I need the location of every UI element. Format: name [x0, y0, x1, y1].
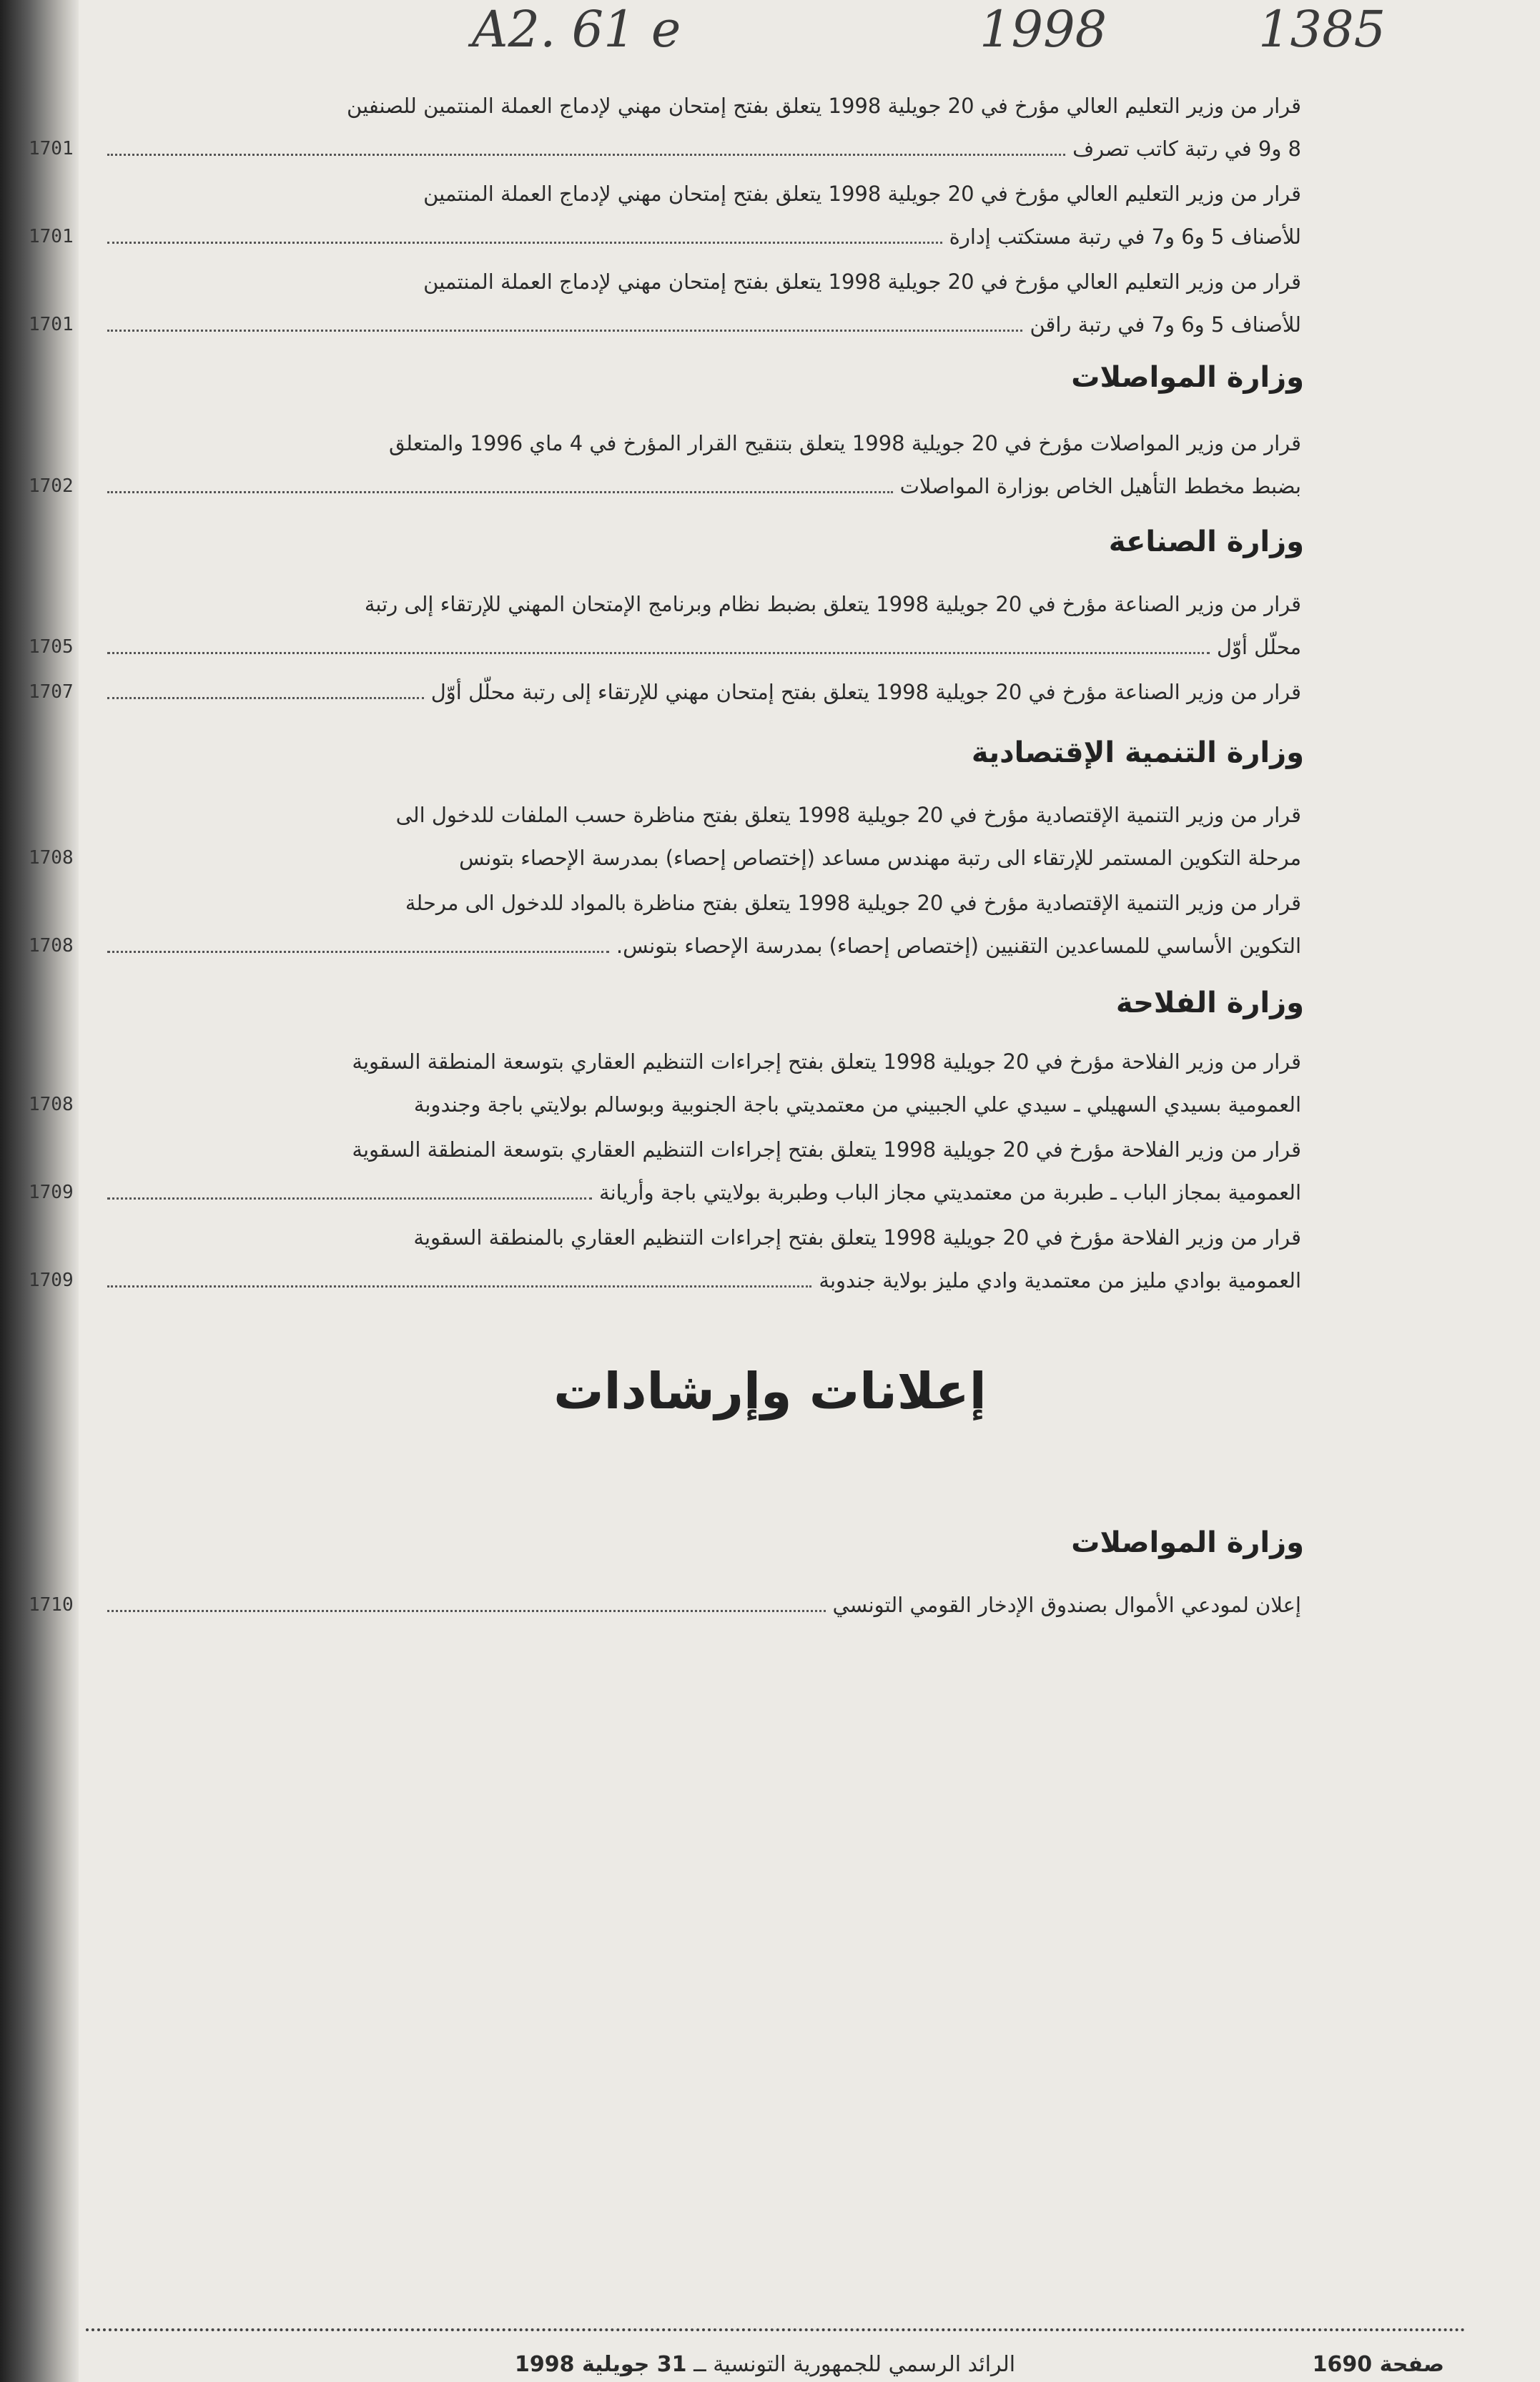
toc-entry-text: قرار من وزير التعليم العالي مؤرخ في 20 جويلية 1998 يتعلق بفتح إمتحان مهني لإدماج العملة المنتمين: [423, 270, 1301, 294]
page-footer: [100, 2352, 1444, 2381]
ministry-heading: وزارة الصناعة: [1108, 525, 1304, 558]
toc-entry-text-cont: العمومية بوادي مليز من معتمدية وادي مليز بولاية جندوبة: [819, 1268, 1301, 1293]
toc-entry-text: قرار من وزير الصناعة مؤرخ في 20 جويلية 1998 يتعلق بضبط نظام وبرنامج الإمتحان المهني للإرتقاء إلى رتبة: [364, 592, 1301, 616]
page-number: 1701: [29, 314, 74, 335]
ministry-heading: وزارة المواصلات: [1071, 1526, 1304, 1559]
toc-entry-text: قرار من وزير الفلاحة مؤرخ في 20 جويلية 1998 يتعلق بفتح إجراءات التنظيم العقاري بتوسعة المنطقة السقوية: [352, 1049, 1301, 1074]
page-number: 1710: [29, 1594, 74, 1616]
footer-rule: [86, 2328, 1466, 2331]
toc-entry-text: قرار من وزير الفلاحة مؤرخ في 20 جويلية 1998 يتعلق بفتح إجراءات التنظيم العقاري بتوسعة المنطقة السقوية: [352, 1137, 1301, 1162]
ministry-heading: وزارة التنمية الإقتصادية: [971, 736, 1304, 769]
footer-journal-name: الرائد الرسمي للجمهورية التونسية ــ: [694, 2352, 1016, 2377]
toc-entry-text-cont: التكوين الأساسي للمساعدين التقنيين (إختصاص إحصاء) بمدرسة الإحصاء بتونس.: [616, 934, 1301, 958]
toc-entry[interactable]: [29, 671, 1301, 713]
page-number: 1709: [29, 1182, 74, 1203]
toc-entry[interactable]: [29, 84, 1301, 170]
toc-entry[interactable]: [29, 172, 1301, 258]
handwritten-year: 1998: [979, 0, 1107, 59]
toc-entry[interactable]: [29, 583, 1301, 668]
page-number: 1701: [29, 226, 74, 247]
toc-entry[interactable]: [29, 1216, 1301, 1302]
toc-entry-text: قرار من وزير التنمية الإقتصادية مؤرخ في 20 جويلية 1998 يتعلق بفتح مناظرة حسب الملفات للدخول الى: [395, 803, 1301, 827]
toc-entry[interactable]: [29, 1040, 1301, 1126]
toc-entry-text: قرار من وزير الصناعة مؤرخ في 20 جويلية 1998 يتعلق بفتح إمتحان مهني للإرتقاء إلى رتبة محلّل أوّل: [430, 680, 1301, 704]
toc-entry-text-cont: بضبط مخطط التأهيل الخاص بوزارة المواصلات: [899, 474, 1301, 498]
footer-page-number: صفحة 1690: [1312, 2352, 1444, 2377]
footer-date: 31 جويلية 1998: [515, 2352, 687, 2377]
page-number: 1709: [29, 1270, 74, 1291]
toc-entry-text-cont: 8 و9 في رتبة كاتب تصرف: [1072, 137, 1301, 161]
page-number: 1701: [29, 138, 74, 159]
toc-entry-text: قرار من وزير المواصلات مؤرخ في 20 جويلية 1998 يتعلق بتنقيح القرار المؤرخ في 4 ماي 1996 والمتعلق: [388, 431, 1301, 455]
toc-entry[interactable]: [29, 1583, 1301, 1626]
section-title: إعلانات وإرشادات: [553, 1362, 987, 1420]
toc-entry-text: قرار من وزير التعليم العالي مؤرخ في 20 جويلية 1998 يتعلق بفتح إمتحان مهني لإدماج العملة المنتمين للصنفين: [347, 94, 1301, 118]
page-number: 1707: [29, 681, 74, 703]
footer-journal: [515, 2352, 1015, 2377]
handwritten-annotation: [429, 0, 1401, 64]
toc-entry-text-cont: للأصناف 5 و6 و7 في رتبة مستكتب إدارة: [949, 224, 1301, 249]
toc-entry-text: قرار من وزير التنمية الإقتصادية مؤرخ في 20 جويلية 1998 يتعلق بفتح مناظرة بالمواد للدخول الى مرحلة: [405, 891, 1301, 915]
toc-entry-text-cont: العمومية بمجاز الباب ـ طبربة من معتمديتي مجاز الباب وطبربة بولايتي باجة وأريانة: [599, 1180, 1301, 1205]
ministry-heading: وزارة الفلاحة: [1115, 987, 1304, 1019]
page-number: 1708: [29, 935, 74, 957]
page-number: 1705: [29, 636, 74, 658]
toc-entry[interactable]: [29, 422, 1301, 508]
toc-entry[interactable]: [29, 1128, 1301, 1214]
toc-entry[interactable]: [29, 794, 1301, 879]
toc-entry-text-cont: للأصناف 5 و6 و7 في رتبة راقن: [1030, 312, 1301, 337]
toc-entry[interactable]: [29, 260, 1301, 346]
ministry-heading: وزارة المواصلات: [1071, 361, 1304, 394]
toc-entry-text-cont: مرحلة التكوين المستمر للإرتقاء الى رتبة مهندس مساعد (إختصاص إحصاء) بمدرسة الإحصاء بتونس: [459, 846, 1301, 870]
toc-entry-text: قرار من وزير الفلاحة مؤرخ في 20 جويلية 1998 يتعلق بفتح إجراءات التنظيم العقاري بالمنطقة السقوية: [413, 1225, 1301, 1250]
toc-entry-text-cont: العمومية بسيدي السهيلي ـ سيدي علي الجبيني من معتمديتي باجة الجنوبية وبوسالم بولايتي باجة وجندوبة: [413, 1092, 1301, 1117]
toc-entry-text: إعلان لمودعي الأموال بصندوق الإدخار القومي التونسي: [832, 1593, 1301, 1617]
page-number: 1708: [29, 1094, 74, 1115]
handwritten-number: 1385: [1258, 0, 1386, 59]
toc-entry-text-cont: محلّل أوّل: [1216, 635, 1301, 659]
handwritten-ref: A2. 61 e: [472, 0, 681, 59]
page-number: 1708: [29, 847, 74, 869]
toc-entry-text: قرار من وزير التعليم العالي مؤرخ في 20 جويلية 1998 يتعلق بفتح إمتحان مهني لإدماج العملة المنتمين: [423, 182, 1301, 206]
page-number: 1702: [29, 475, 74, 497]
toc-entry[interactable]: [29, 881, 1301, 967]
